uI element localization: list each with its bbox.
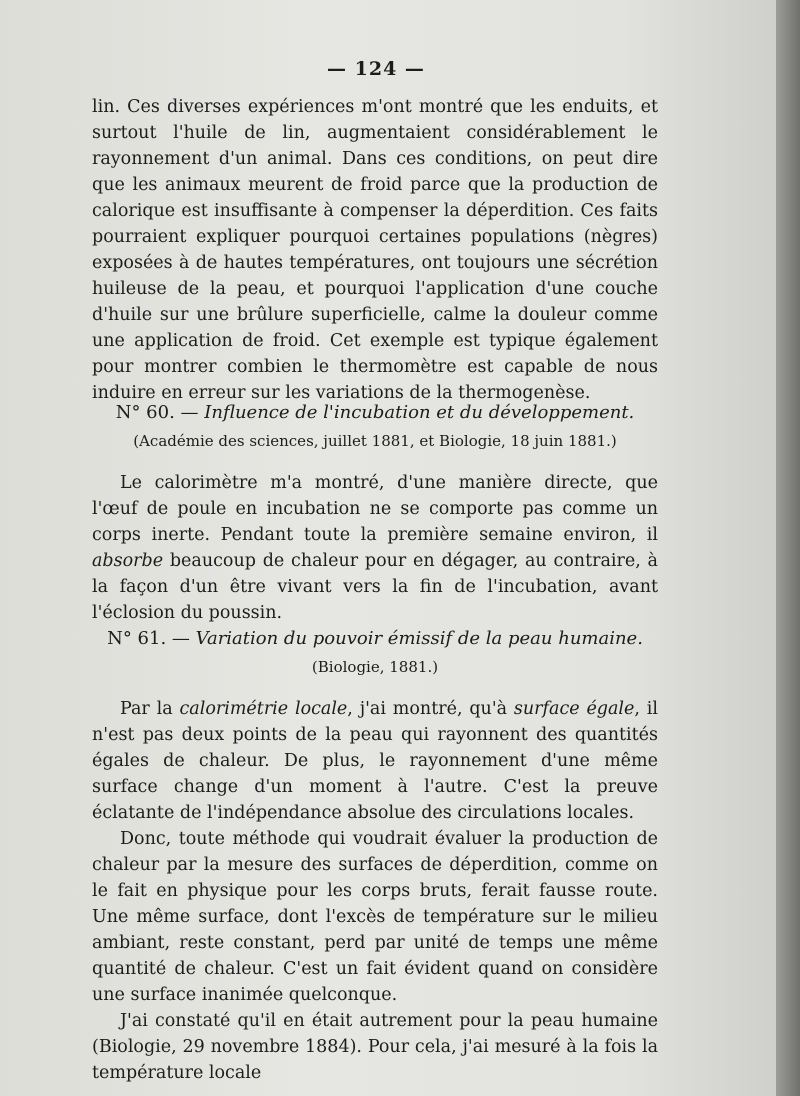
section-60-heading	[92, 402, 658, 423]
page-number: — 124 —	[327, 58, 425, 80]
section-61-heading	[92, 628, 658, 649]
section-60-source: (Académie des sciences, juillet 1881, et Biologie, 18 juin 1881.)	[133, 432, 617, 450]
section-60-paragraph-emphasis: absorbe	[92, 551, 164, 571]
section-60-title: Influence de l'incubation et du développement.	[204, 402, 635, 423]
section-61-paragraph-2: Donc, toute méthode qui voudrait évaluer la production de chaleur par la mesure des surfaces de déperdition, comme on le fait en physique pour les corps bruts, ferait fausse route. Une même surface, dont l'excès de température sur le milieu ambiant, reste constant, perd par unité de temps une même quantité de chaleur. C'est un fait évident quand on considère une surface inanimée quelconque.	[92, 829, 658, 1005]
section-60-paragraph-part1: Le calorimètre m'a montré, d'une manière directe, que l'œuf de poule en incubation ne se comporte pas comme un corps inerte. Pendant toute la première semaine environ, il	[92, 473, 658, 545]
section-61-paragraphs-block	[92, 696, 658, 1086]
section-61-p1-emphasis2: surface égale	[513, 699, 635, 719]
section-61-p1-part2: , j'ai montré, qu'à	[347, 699, 514, 719]
section-61-p1-part1: Par la	[120, 699, 180, 719]
section-61-paragraph-1	[92, 696, 658, 826]
section-61-paragraph-3: J'ai constaté qu'il en était autrement pour la peau humaine (Biologie, 29 novembre 1884). Pour cela, j'ai mesuré à la fois la température locale	[92, 1011, 658, 1083]
section-61-p1-part3: , il n'est pas deux points de la peau qui rayonnent des quantités égales de chaleur. De plus, le rayonnement d'une même surface change d'un moment à l'autre. C'est la preuve éclatante de l'indépendance absolue des circulations locales.	[92, 699, 658, 823]
intro-paragraph-block	[92, 94, 658, 406]
section-61-title: Variation du pouvoir émissif de la peau humaine.	[195, 628, 643, 649]
section-61-p1-emphasis1: calorimétrie locale	[179, 699, 348, 719]
intro-paragraph: lin. Ces diverses expériences m'ont montré que les enduits, et surtout l'huile de lin, augmentaient considérablement le rayonnement d'un animal. Dans ces conditions, on peut dire que les animaux meurent de froid parce que la production de calorique est insuffisante à compenser la déperdition. Ces faits pourraient expliquer pourquoi certaines populations (nègres) exposées à de hautes températures, ont toujours une sécrétion huileuse de la peau, et pourquoi l'application d'une couche d'huile sur une brûlure superficielle, calme la douleur comme une application de froid. Cet exemple est typique également pour montrer combien le thermomètre est capable de nous induire en erreur sur les variations de la thermogenèse.	[92, 97, 658, 403]
section-61-source: (Biologie, 1881.)	[311, 658, 439, 676]
section-61-number: N° 61. —	[107, 628, 196, 649]
page-edge-shadow	[776, 0, 800, 1096]
section-60-paragraph-block	[92, 470, 658, 626]
section-60-paragraph	[92, 470, 658, 626]
section-60-number: N° 60. —	[115, 402, 205, 423]
section-60-paragraph-part2: beaucoup de chaleur pour en dégager, au contraire, à la façon d'un être vivant vers la fin de l'incubation, avant l'éclosion du poussin.	[92, 551, 658, 623]
